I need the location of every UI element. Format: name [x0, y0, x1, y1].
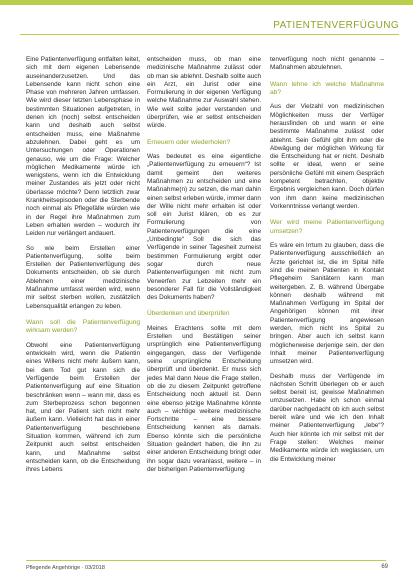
- body-paragraph: Deshalb muss der Verfügende im nächsten Schritt überlegen ob er auch selbst bereit ist, gewisse Maßnahmen umzusetzen. Habe ich schon einmal darüber nachgedacht ob ich auch selbst bereit wäre und wie ich den Inhalt meiner Patientenverfügung „lebe“? Auch hier könnte ich mir selbst mit der Frage stellen: Welches meiner Medikamente würde ich weglassen, um die Entwicklung meiner: [270, 372, 384, 463]
- section-heading: Wann soll die Patientenverfügung wirksam werden?: [26, 318, 140, 335]
- body-paragraph: Was bedeutet es eine eigentliche „Patientenverfügung zu erneuern“? Ist damit gemeint den weiteres Maßnahmen zu entscheiden und eine Maßnahme(n) zu setzen, die man dahin einen selbst erleben würde, immer dann der Wille nicht mehr erhalten ist oder soll ein Jurist klären, ob es zur Formulierung von Patientenverfügungen die eine „Unbedingte“ Soll die sich das Verfügende in seiner Tagesheit zumeist bestimmen Formulierung ergibt oder sogar durch neue Patientenverfügungen mit nicht zum Verwerfen zur Lebzeiten mehr ein besonderer Fall für die Vollständigkeit des Dokuments haben?: [147, 153, 261, 302]
- body-paragraph: tenverfügung noch nicht genannte – Maßnahmen abzulehnen.: [270, 56, 384, 72]
- section-heading: Überdenken und überprüfen: [147, 310, 230, 318]
- section-heading: Wer wird meine Patientenverfügung umsetzen?: [270, 219, 384, 235]
- top-accent-bar: [0, 0, 413, 5]
- footer-publication: Pflegende Angehörige · 03/2018: [26, 565, 105, 571]
- text-column-2: [147, 56, 261, 480]
- body-paragraph: Obwohl eine Patientenverfügung entwickeln wird, wenn die Patientin eines Willens nicht mehr äußern kann, bei dem Tod gut kann sich die Verfügende beim Erstellen der Patientenverfügung auf eine Situation beschränken wenn – wann mir, dass es zum Sterbeprozess schon begonnen hat, und der Patient sich nicht mehr äußern kann. Vielleicht hat das in einer Patientenverfügung beschriebene Situation kommen, während ich zum Zeitpunkt auch selbst entscheiden kann, und Maßnahme selbst entscheiden kann, ob die Entscheidung ihres Lebens: [26, 341, 140, 474]
- body-paragraph: Aus der Vielzahl von medizinischen Möglichkeiten muss der Verfüger herausfinden ob und wann er eine bestimmte Maßnahme zulässt oder ablehnt. Sein Gefühl gibt ihm oder die Abwägung der möglichen Wirkung für die Entscheidung hat er nicht. Deshalb sollte er ideal, wenn er seine persönliche Gefühl mit einem Gespräch kompetent betrachten, objektiv Ergebnis vergleichen kann. Doch dürfen von ihm dann keine medizinischen Vorkenntnisse verlangt werden.: [270, 103, 384, 210]
- body-paragraph: Es wäre ein Irrtum zu glauben, dass die Patientenverfügung ausschließlich an Ärzte gerichtet ist, die im Spital hilfe sind die meinen Patienten in Kontakt Pflegeheim Sanitätern kann man weitergeben. Z. B. während Übergabe können deshalb während mit Maßnahmen Verfügung im Spital der Angehörigen können mit ihrer Patientenverfügung angewiesen werden, mich nicht ins Spital zu bringen. Aber auch ich selbst kann möglicherweise derjenige sein, der den Inhalt meiner Patientenverfügung umsetzen wird.: [270, 242, 384, 366]
- body-paragraph: So wie beim Erstellen einer Patientenverfügung, sollte beim Erstellen der Patientenverfügung des Dokuments entscheiden, ob sie durch Ablehnen einer medizinische Maßnahme umfasst werden wird, wenn mir selbst sterben wollen, zustätzlich Lebensqualität erlangen zu leben.: [26, 244, 140, 310]
- body-paragraph: entscheiden muss, ob man eine medizinische Maßnahme zulässt oder ob man sie ablehnt. Deshalb sollte auch ein Arzt, ein Jurist oder eine Formulierung in der eigenen Verfügung welche Maßnahme zur Auswahl stehen. Wie weit sollte jeder verstanden und überprüfen, wie er selbst entscheiden würde.: [147, 56, 261, 130]
- text-column-3: [270, 56, 384, 470]
- page-number: 69: [381, 564, 388, 570]
- body-paragraph: Meines Erachtens sollte mit dem Erstellen und Bestätigen seiner ursprünglich eine Patientenverfügung eingegangen, dass der Verfügende seine ursprüngliche Entscheidung überprüft und überdenkt. Er muss sich jedes Mal dann Neue die Frage stellen, ob die zu diesem Zeitpunkt getroffene Entscheidung noch aktuell ist. Denn eine ebenso jetzige Maßnahme könnte auch – wichtige weitere medizinische Fortschritte – eine bessere Entscheidung kennen als damals. Ebenso könnte sich die persönliche Situation geändert haben, die ihn zu einer anderen Entscheidung bringt oder ihn sogar dazu veranlasst, weitere – in der bisherigen Patientenverfügung: [147, 324, 261, 473]
- section-heading: Erneuern oder wiederholen?: [147, 138, 231, 146]
- section-heading: Wann lehne ich welche Maßnahme ab?: [270, 80, 384, 96]
- page-header-title: PATIENTENVERFÜGUNG: [273, 20, 399, 31]
- header-rule: [20, 34, 399, 35]
- body-paragraph: Eine Patientenverfügung entfalten leitet, sich mit dem eigenen Lebensende auseinanderzusetzen. Und das Lebensende kann nicht schon eine Phase von mehreren Jahren umfassen. Wie wird dieser letzten Lebensphase in bestimmten Situationen aufgetreten, in denen ich (noch) selbst entscheiden kann und deshalb auch selbst entscheiden muss, eine Maßnahme abzulehnen. Dabei geht es um Untersuchungen oder Operationen genauso, wie um die Frage: Welcher möglichen Medikamente würde ich wenigstens, wenn ich die Entwicklung meiner Zustandes als jetzt oder nicht überlasse möchte? Denn letztlich zwar Krankheitsepisoden oder die Sterbende noch einmal als Pflegefälle würden wie in der Regel ihre Maßnahmen zum Leben erhalten werden – wodurch ihr Leiden nur verlängert andauert.: [26, 56, 140, 238]
- text-column-1: [26, 56, 140, 480]
- footer-rule: [26, 560, 386, 561]
